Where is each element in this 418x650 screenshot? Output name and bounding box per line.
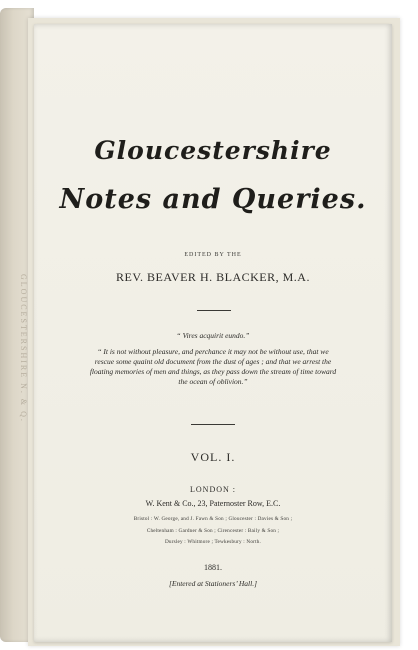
agents-list — [74, 514, 352, 549]
agents-line: Bristol : W. George, and J. Fawn & Son ; Gloucester : Davies & Son ; — [133, 516, 293, 522]
imprint-city: LONDON : — [190, 485, 236, 494]
spine-text: GLOUCESTERSHIRE N. & Q. — [19, 273, 28, 423]
agents-line: Dursley : Whitmore ; Tewkesbury : North. — [164, 539, 262, 545]
title-page — [34, 24, 392, 642]
publisher-line: W. Kent & Co., 23, Paternoster Row, E.C. — [145, 499, 281, 508]
entered-note: [Entered at Stationers’ Hall.] — [168, 579, 258, 588]
title-line-2: Notes and Queries. — [59, 184, 367, 215]
rule-middle — [191, 424, 235, 425]
epigraph-quote: “ It is not without pleasure, and perchance it may not be without use, that we rescue some quaint old document from the dust of ages ; and that we arrest the floating memories of men and things, as they pass down the stream of time toward the ocean of oblivion.” — [89, 347, 337, 386]
title-line-1: Gloucestershire — [94, 136, 332, 165]
publication-year: 1881. — [204, 563, 222, 572]
volume-label: VOL. I. — [190, 450, 236, 464]
motto: “ Vires acquirit eundo.” — [176, 331, 250, 340]
edited-by-label: EDITED BY THE — [184, 252, 242, 258]
rule-top — [197, 310, 231, 311]
editor-name: REV. BEAVER H. BLACKER, M.A. — [116, 270, 310, 284]
agents-line: Cheltenham : Gardner & Son ; Cirencester : Baily & Son ; — [146, 527, 280, 534]
